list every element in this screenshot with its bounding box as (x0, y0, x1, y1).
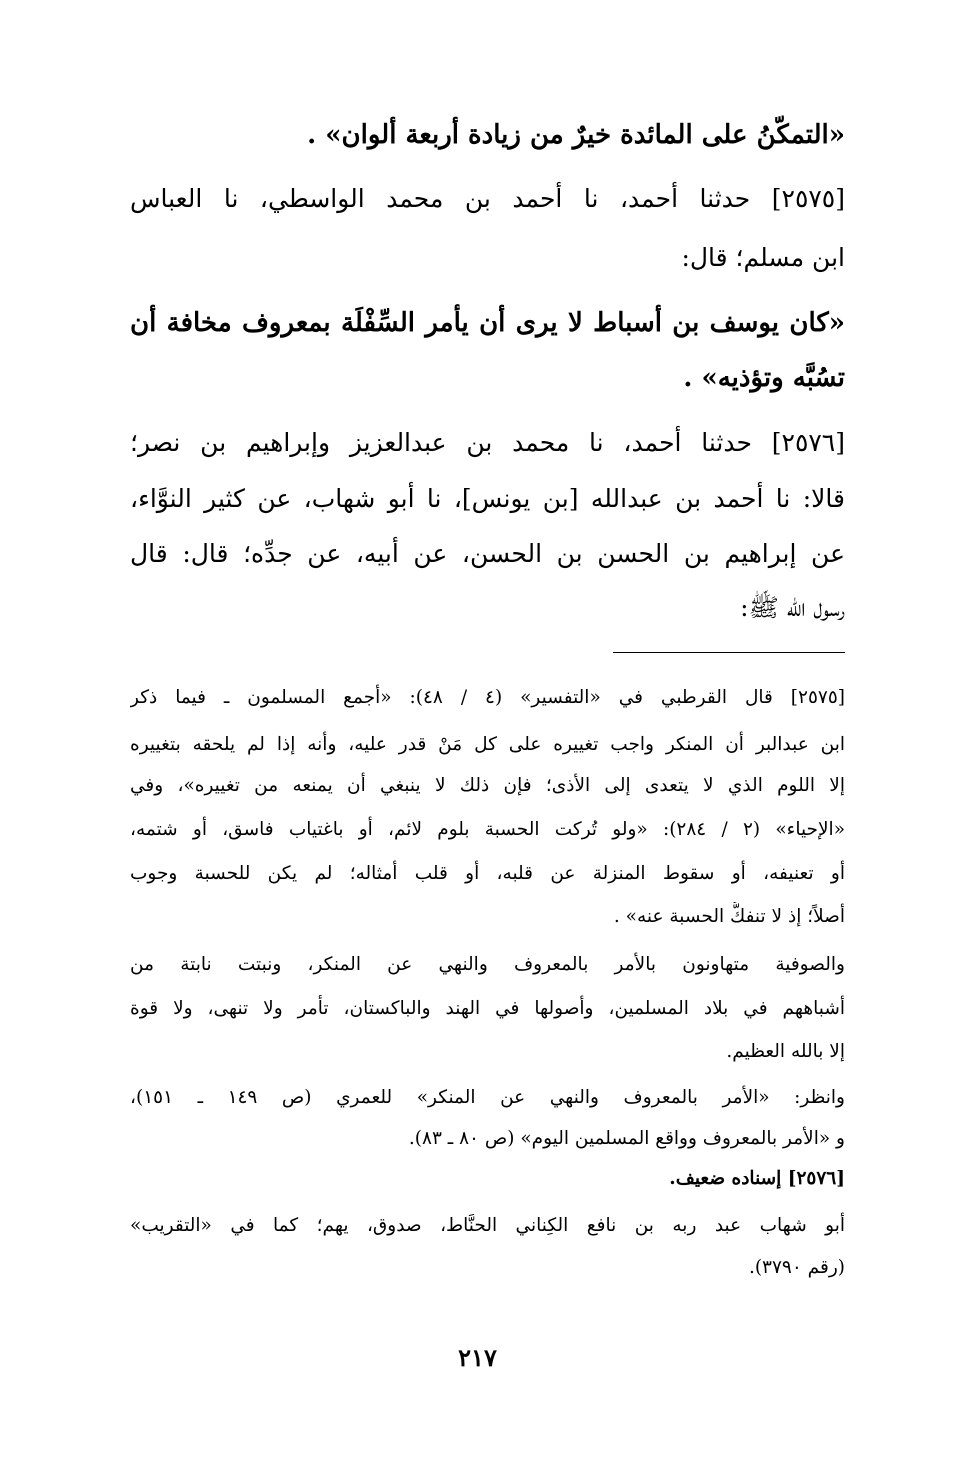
footnote-line: «الإحياء» (٢ / ٢٨٤): «ولو تُركت الحسبة بلوم لائم، أو باغتياب فاسق، أو شتمه، (130, 819, 845, 840)
hadith-2575-line-1: [٢٥٧٥] حدثنا أحمد، نا أحمد بن محمد الواسطي، نا العباس (130, 184, 845, 213)
footnote-line: أصلاً؛ إذ لا تنفكُّ الحسبة عنه» . (613, 906, 845, 927)
footnote-line: و «الأمر بالمعروف وواقع المسلمين اليوم» (ص ٨٠ ـ ٨٣). (408, 1128, 845, 1149)
footnote-line: أشباههم في بلاد المسلمين، وأصولها في الهند والباكستان، تأمر ولا تنهى، ولا قوة (130, 998, 845, 1019)
footnote-line: [٢٥٧٦] إسناده ضعيف. (669, 1168, 845, 1189)
footnote-line: والصوفية متهاونون بالأمر بالمعروف والنهي عن المنكر، ونبتت نابتة من (130, 954, 845, 975)
footnote-line: إلا اللوم الذي لا يتعدى إلى الأذى؛ فإن ذلك لا ينبغي أن يمنعه من تغييره»، وفي (130, 775, 845, 796)
footnote-line: أو تعنيفه، أو سقوط المنزلة عن قلبه، أو قلب أمثاله؛ لم يكن للحسبة وجوب (130, 863, 845, 884)
page-number: ٢١٧ (458, 1343, 497, 1372)
quote-line-3: تسُبَّه وتؤذيه» . (683, 363, 845, 393)
hadith-2576-line-3: عن إبراهيم بن الحسن بن الحسن، عن أبيه، عن جدِّه؛ قال: قال (130, 539, 845, 568)
footnote-separator (613, 652, 845, 653)
hadith-2575-line-2: ابن مسلم؛ قال: (681, 243, 845, 272)
quote-line-2: «كان يوسف بن أسباط لا يرى أن يأمر السِّفْلَة بمعروف مخافة أن (130, 308, 845, 338)
footnote-line: إلا بالله العظيم. (726, 1041, 845, 1062)
hadith-2576-line-4: رسول الله ﷺ: (740, 593, 845, 622)
footnote-line: وانظر: «الأمر بالمعروف والنهي عن المنكر» للعمري (ص ١٤٩ ـ ١٥١)، (130, 1087, 845, 1108)
footnote-line: [٢٥٧٥] قال القرطبي في «التفسير» (٤ / ٤٨): «أجمع المسلمون ـ فيما ذكر (130, 687, 845, 708)
footnote-line: أبو شهاب عبد ربه بن نافع الكِناني الحنَّاط، صدوق، يهم؛ كما في «التقريب» (130, 1215, 845, 1236)
quote-line-1: «التمكّنُ على المائدة خيرٌ من زيادة أربعة ألوان» . (307, 120, 845, 150)
hadith-2576-line-2: قالا: نا أحمد بن عبدالله [بن يونس]، نا أبو شهاب، عن كثير النوَّاء، (130, 484, 845, 513)
hadith-2576-line-1: [٢٥٧٦] حدثنا أحمد، نا محمد بن عبدالعزيز وإبراهيم بن نصر؛ (130, 428, 845, 457)
footnote-line: (رقم ٣٧٩٠). (748, 1257, 845, 1278)
footnote-line: ابن عبدالبر أن المنكر واجب تغييره على كل مَنْ قدر عليه، وأنه إذا لم يلحقه بتغييره (130, 734, 845, 755)
